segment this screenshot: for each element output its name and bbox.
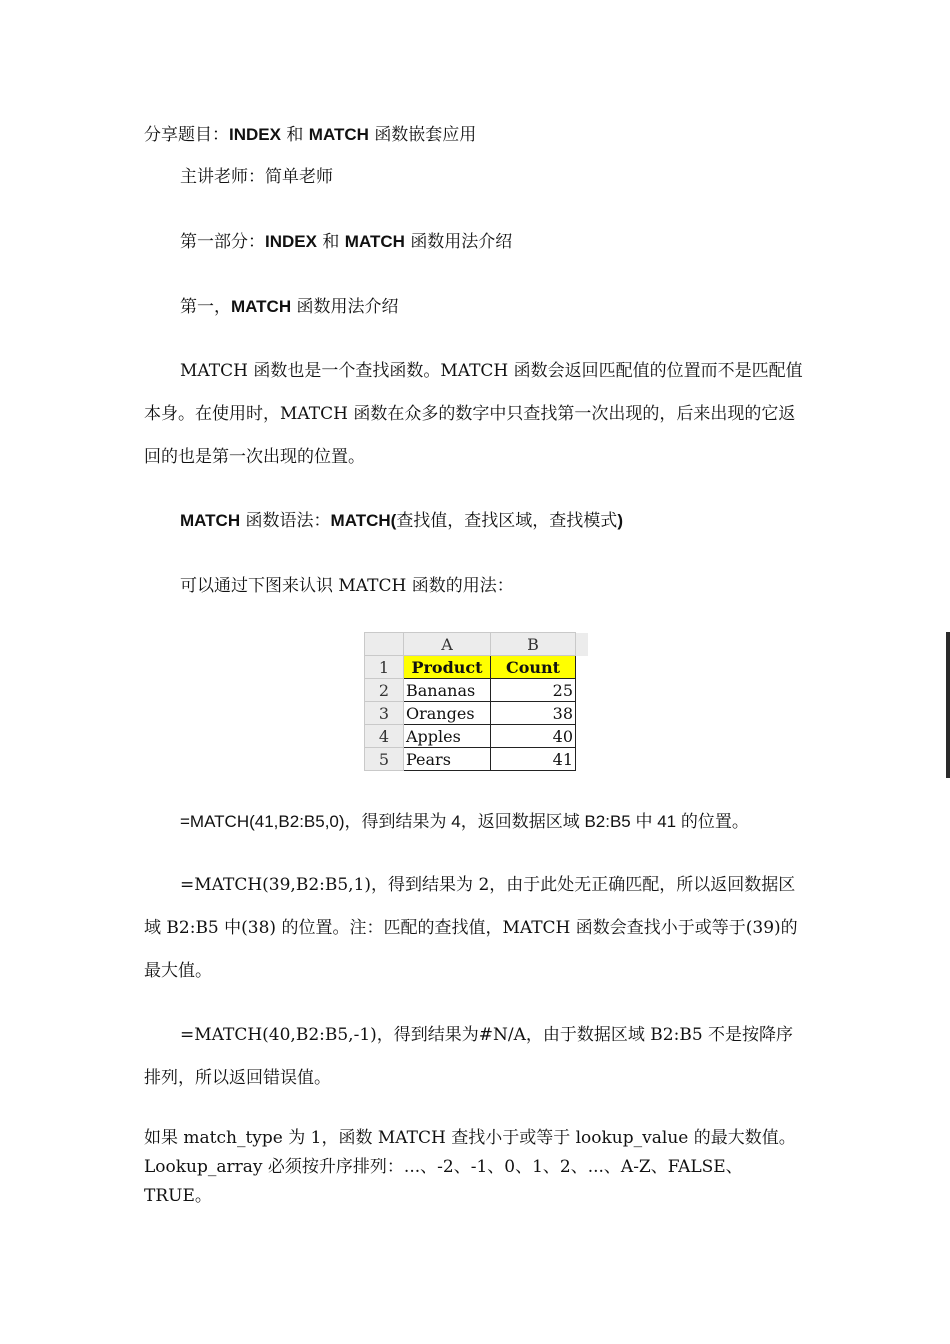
title-suffix: 函数嵌套应用 xyxy=(374,125,477,145)
extra-cell xyxy=(576,679,589,702)
count-cell: 25 xyxy=(491,679,576,702)
row-number: 1 xyxy=(365,656,404,679)
extra-cell xyxy=(576,656,589,679)
part1-match: MATCH xyxy=(344,232,405,251)
extra-cell xyxy=(576,702,589,725)
section1-match: MATCH xyxy=(231,297,292,316)
product-cell: Pears xyxy=(404,748,491,771)
table-row xyxy=(365,725,589,748)
page-edge-bar xyxy=(946,632,950,778)
count-cell: 38 xyxy=(491,702,576,725)
part1-and: 和 xyxy=(322,232,340,252)
table-row xyxy=(365,656,589,679)
title-match: MATCH xyxy=(308,125,369,144)
product-cell: Bananas xyxy=(404,679,491,702)
share-title xyxy=(144,123,476,147)
column-header-row xyxy=(365,633,589,656)
col-header-a: A xyxy=(404,633,491,656)
corner-cell xyxy=(365,633,404,656)
row-number: 3 xyxy=(365,702,404,725)
table-row xyxy=(365,748,589,771)
part1-heading xyxy=(180,230,512,254)
table-row xyxy=(365,702,589,725)
figure-caption: 可以通过下图来认识 MATCH 函数的用法： xyxy=(180,576,514,596)
example-2: =MATCH(39,B2:B5,1)，得到结果为 2，由于此处无正确匹配，所以返回数据区域 B2:B5 中(38) 的位置。注：匹配的查找值，MATCH 函数会查找小于或等于(39)的最大值。 xyxy=(144,875,798,981)
intro-paragraph: MATCH 函数也是一个查找函数。MATCH 函数会返回匹配值的位置而不是匹配值本身。在使用时，MATCH 函数在众多的数字中只查找第一次出现的，后来出现的它返回的也是第一次出现的位置。 xyxy=(144,361,803,467)
syntax-func-open: MATCH( xyxy=(330,511,397,530)
extra-cell xyxy=(576,725,589,748)
title-index: INDEX xyxy=(229,125,281,144)
row-number: 2 xyxy=(365,679,404,702)
syntax-match: MATCH xyxy=(180,511,241,530)
section1-prefix: 第一， xyxy=(180,297,231,317)
col-header-b: B xyxy=(491,633,576,656)
row-number: 5 xyxy=(365,748,404,771)
product-cell: Apples xyxy=(404,725,491,748)
lecturer-line: 主讲老师：简单老师 xyxy=(180,167,333,187)
header-cell-product: Product xyxy=(404,656,491,679)
syntax-line xyxy=(180,509,623,533)
part1-prefix: 第一部分： xyxy=(180,232,265,252)
section1-heading xyxy=(180,295,399,319)
syntax-args: 查找值，查找区域，查找模式 xyxy=(396,511,618,531)
col-header-extra xyxy=(576,633,589,656)
match-type-note: 如果 match_type 为 1，函数 MATCH 查找小于或等于 lookup_value 的最大数值。Lookup_array 必须按升序排列：...、-2、-1、0、1、2、...、A-Z、FALSE、TRUE。 xyxy=(144,1128,796,1206)
extra-cell xyxy=(576,748,589,771)
count-cell: 40 xyxy=(491,725,576,748)
count-cell: 41 xyxy=(491,748,576,771)
syntax-func-close: ) xyxy=(617,511,623,530)
example-3: =MATCH(40,B2:B5,-1)，得到结果为#N/A，由于数据区域 B2:B5 不是按降序排列，所以返回错误值。 xyxy=(144,1025,794,1088)
header-cell-count: Count xyxy=(491,656,576,679)
title-prefix: 分享题目： xyxy=(144,125,229,145)
syntax-label: 函数语法： xyxy=(245,511,331,531)
title-and: 和 xyxy=(286,125,304,145)
spreadsheet-table xyxy=(364,632,588,771)
table-row xyxy=(365,679,589,702)
section1-suffix: 函数用法介绍 xyxy=(296,297,399,317)
row-number: 4 xyxy=(365,725,404,748)
part1-suffix: 函数用法介绍 xyxy=(410,232,513,252)
product-cell: Oranges xyxy=(404,702,491,725)
spreadsheet-image xyxy=(364,632,590,774)
example-1: =MATCH(41,B2:B5,0)，得到结果为 4，返回数据区域 B2:B5 中 41 的位置。 xyxy=(180,812,749,831)
part1-index: INDEX xyxy=(265,232,317,251)
